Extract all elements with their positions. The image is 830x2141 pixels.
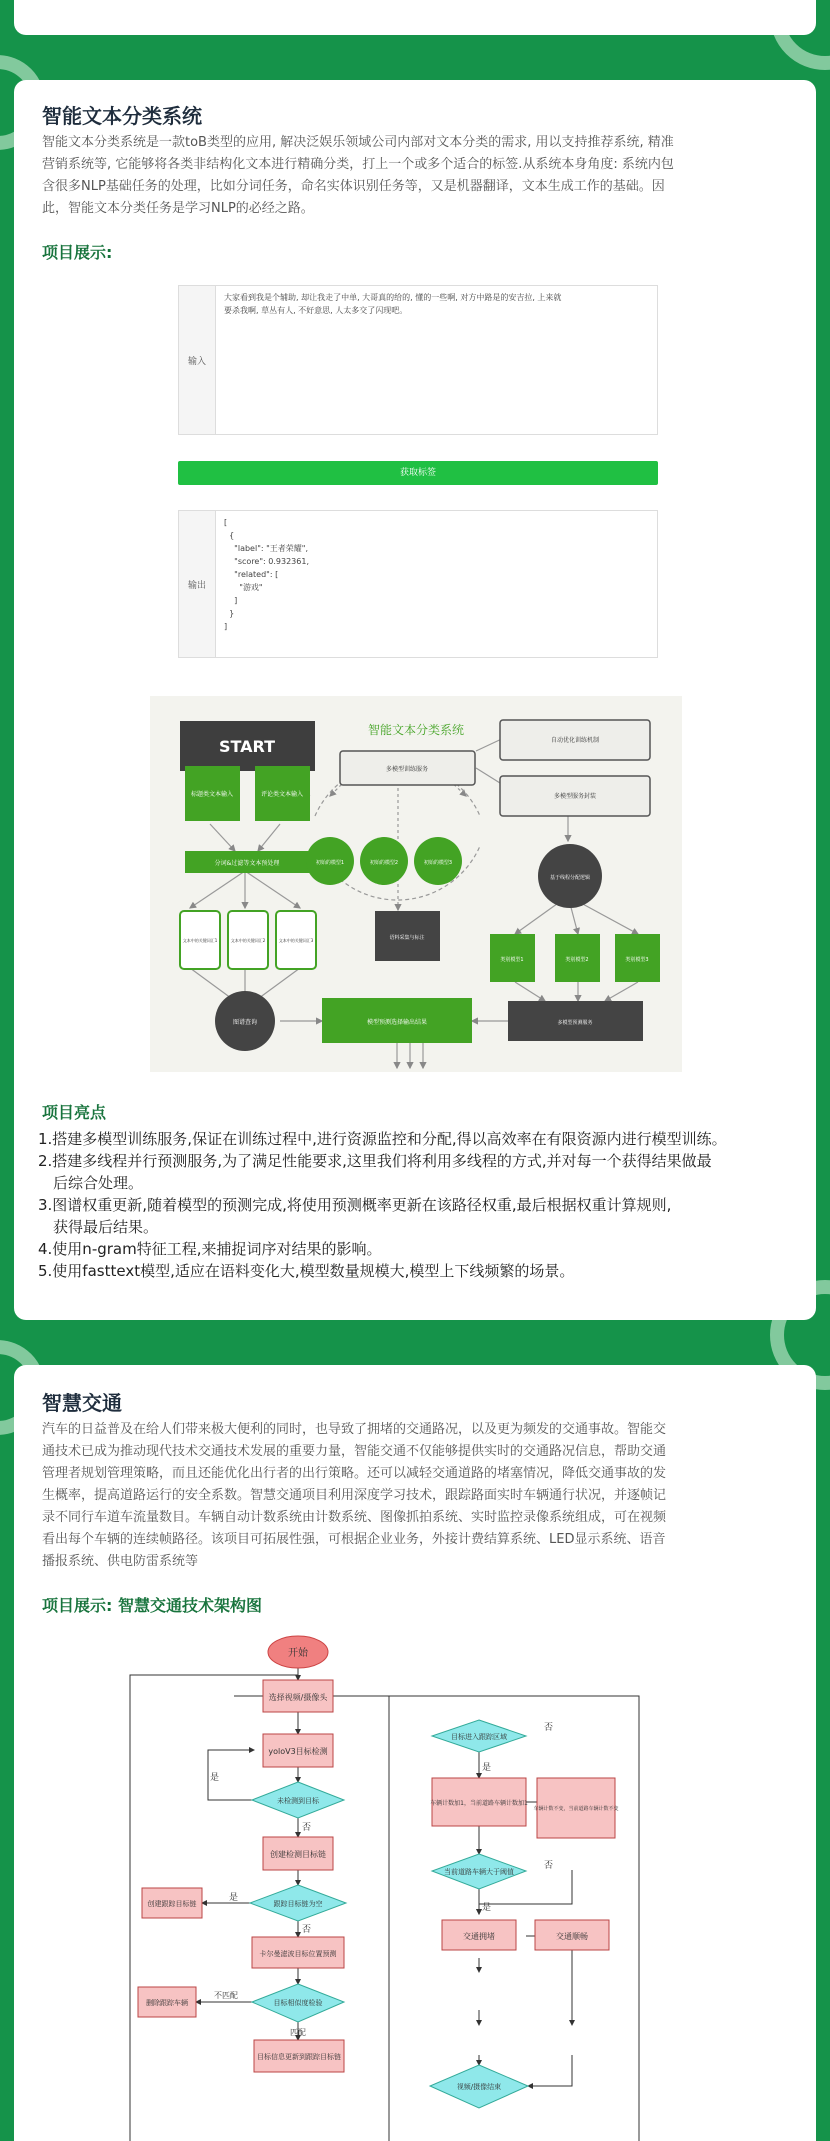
svg-text:是: 是 — [482, 1763, 492, 1773]
section-intro: 汽车的日益普及在给人们带来极大便利的同时，也导致了拥堵的交通路况，以及更为频发的交通事故。智能交 通技术已成为推动现代技术交通技术发展的重要力量，智能交通不仅能够提供实时的交通路况信息，帮助交通 管理者规划管理策略，而且还能优化出行者的出行策略。还可以减轻交通道路的堵塞情况，降低交通事故的发 生概率，提高道路运行的安全系数。智慧交通项目利用深度学习技术，跟踪路面实时车辆通行状况，并逐帧记 录不同行车道车流量数目。车辆自动计数系统由计数系统、图像抓拍系统、实时监控录像系统组成，可在视频 看出每个车辆的连续帧路径。该项目可拓展性强，可根据企业业务，外接计费结算系统、LED显示系统、语音 播报系统、供电防雷系统等 — [42, 1422, 667, 1569]
traffic-flowchart — [104, 1630, 684, 2141]
svg-text:文本中的关键词汇2: 文本中的关键词汇2 — [230, 938, 266, 943]
highlight-item: 5.使用fasttext模型,适应在语料变化大,模型数量规模大,模型上下线频繁的场景。 — [38, 1262, 575, 1280]
svg-text:评论类文本输入: 评论类文本输入 — [260, 791, 304, 798]
svg-text:类别模型1: 类别模型1 — [500, 957, 524, 963]
svg-text:图谱查询: 图谱查询 — [232, 1019, 258, 1026]
highlight-item: 1.搭建多模型训练服务,保证在训练过程中,进行资源监控和分配,得以高效率在有限资源内进行模型训练。 — [38, 1130, 727, 1148]
highlights-heading: 项目亮点 — [42, 1103, 107, 1122]
smart-traffic-card — [14, 1365, 816, 2141]
svg-text:是: 是 — [229, 1893, 239, 1903]
demo-output-label: 输出 — [187, 580, 206, 591]
demo-input-textarea[interactable]: 大家看到我是个辅助, 却让我走了中单, 大哥真的给的, 懂的一些啊, 对方中路是的安吉拉, 上来就 要杀我啊, 草丛有人, 不好意思, 人太多交了闪现吧。 — [215, 286, 657, 434]
svg-text:开始: 开始 — [288, 1648, 308, 1659]
section-title: 智慧交通 — [42, 1391, 122, 1415]
svg-text:不匹配: 不匹配 — [214, 1991, 238, 2000]
svg-text:初始的模型1: 初始的模型1 — [315, 860, 345, 866]
svg-text:是: 是 — [482, 1903, 492, 1913]
svg-text:交通顺畅: 交通顺畅 — [556, 1932, 588, 1941]
svg-text:匹配: 匹配 — [290, 2028, 306, 2037]
demo-output-box — [178, 510, 658, 658]
svg-text:模型预测选择输出结果: 模型预测选择输出结果 — [366, 1019, 428, 1026]
svg-text:初始的模型3: 初始的模型3 — [423, 860, 453, 866]
svg-text:目标进入跟踪区域: 目标进入跟踪区域 — [451, 1733, 507, 1741]
svg-text:删除跟踪车辆: 删除跟踪车辆 — [146, 1999, 188, 2007]
svg-text:车辆计数不变，当前道路车辆计数不变: 车辆计数不变，当前道路车辆计数不变 — [533, 1806, 619, 1812]
svg-text:是: 是 — [210, 1773, 220, 1783]
section-intro: 智能文本分类系统是一款toB类型的应用, 解决泛娱乐领域公司内部对文本分类的需求, 用以支持推荐系统, 精准 营销系统等, 它能够将各类非结构化文本进行精确分类，打上一个或多个适合的标签.从系统本身角度: 系统内包 含很多NLP基础任务的处理，比如分词任务，命名实体识别任务等，又是机器翻译，文本生成工作的基础。因 此，智能文本分类任务是学习NLP的必经之路。 — [42, 135, 674, 216]
highlight-item: 2.搭建多线程并行预测服务,为了满足性能要求,这里我们将利用多线程的方式,并对每一个获得结果做最 — [38, 1152, 712, 1170]
svg-text:初始的模型2: 初始的模型2 — [369, 860, 399, 866]
svg-text:文本中的关键词汇3: 文本中的关键词汇3 — [278, 938, 314, 943]
svg-text:目标相似度检验: 目标相似度检验 — [273, 1999, 323, 2007]
svg-text:车辆计数加1，当前道路车辆计数加1: 车辆计数加1，当前道路车辆计数加1 — [430, 1800, 528, 1807]
svg-text:创建跟踪目标链: 创建跟踪目标链 — [147, 1900, 197, 1908]
svg-text:当前道路车辆大于阈值: 当前道路车辆大于阈值 — [444, 1868, 514, 1876]
svg-text:自动优化训练机制: 自动优化训练机制 — [550, 737, 600, 744]
svg-text:多模型训练服务: 多模型训练服务 — [385, 766, 429, 773]
previous-card — [14, 0, 816, 35]
svg-text:否: 否 — [302, 1925, 312, 1935]
svg-text:交通拥堵: 交通拥堵 — [463, 1932, 495, 1941]
demo-input-box — [178, 285, 658, 435]
svg-text:文本中的关键词汇1: 文本中的关键词汇1 — [182, 938, 218, 943]
svg-text:类别模型3: 类别模型3 — [625, 957, 649, 963]
highlight-item-cont: 获得最后结果。 — [53, 1218, 159, 1236]
svg-text:否: 否 — [544, 1723, 554, 1733]
highlights-list — [38, 1128, 808, 1282]
highlight-item-cont: 后综合处理。 — [53, 1174, 144, 1192]
diagram-title: 智能文本分类系统 — [367, 723, 465, 737]
svg-text:否: 否 — [544, 1861, 554, 1871]
svg-text:多模型服务封装: 多模型服务封装 — [553, 793, 597, 800]
svg-text:未检测到目标: 未检测到目标 — [277, 1797, 319, 1805]
svg-text:创建检测目标链: 创建检测目标链 — [270, 1850, 326, 1859]
demo-heading: 项目展示: 智慧交通技术架构图 — [42, 1596, 262, 1615]
demo-heading: 项目展示: — [42, 243, 113, 262]
svg-text:选择视频/摄像头: 选择视频/摄像头 — [268, 1693, 328, 1702]
svg-text:标题类文本输入: 标题类文本输入 — [190, 791, 234, 798]
svg-text:类别模型2: 类别模型2 — [565, 957, 589, 963]
demo-output-textarea: [ { "label": "王者荣耀", "score": 0.932361, "related": [ "游戏" ] } ] — [215, 511, 657, 657]
svg-text:分词&过滤等文本预处理: 分词&过滤等文本预处理 — [214, 860, 280, 867]
svg-text:否: 否 — [302, 1823, 312, 1833]
demo-input-label: 输入 — [187, 356, 206, 367]
text-classification-card — [14, 80, 816, 1320]
architecture-diagram — [150, 696, 682, 1072]
svg-text:多模型预测服务: 多模型预测服务 — [557, 1020, 593, 1026]
svg-text:目标信息更新到跟踪目标链: 目标信息更新到跟踪目标链 — [257, 2053, 341, 2061]
highlight-item: 4.使用n-gram特征工程,来捕捉词序对结果的影响。 — [38, 1240, 382, 1258]
svg-text:卡尔曼滤波目标位置预测: 卡尔曼滤波目标位置预测 — [259, 1950, 337, 1958]
highlight-item: 3.图谱权重更新,随着模型的预测完成,将使用预测概率更新在该路径权重,最后根据权重计算规则, — [38, 1196, 672, 1214]
svg-text:基于线程分配逻辑: 基于线程分配逻辑 — [549, 875, 591, 881]
svg-text:语料采集与标注: 语料采集与标注 — [389, 935, 425, 941]
section-title: 智能文本分类系统 — [42, 104, 202, 128]
svg-text:yoloV3目标检测: yoloV3目标检测 — [268, 1747, 328, 1756]
start-label: START — [218, 737, 276, 756]
get-label-button[interactable]: 获取标签 — [178, 461, 658, 485]
svg-text:跟踪目标链为空: 跟踪目标链为空 — [273, 1900, 323, 1908]
svg-text:视频/摄像结束: 视频/摄像结束 — [456, 2083, 502, 2091]
